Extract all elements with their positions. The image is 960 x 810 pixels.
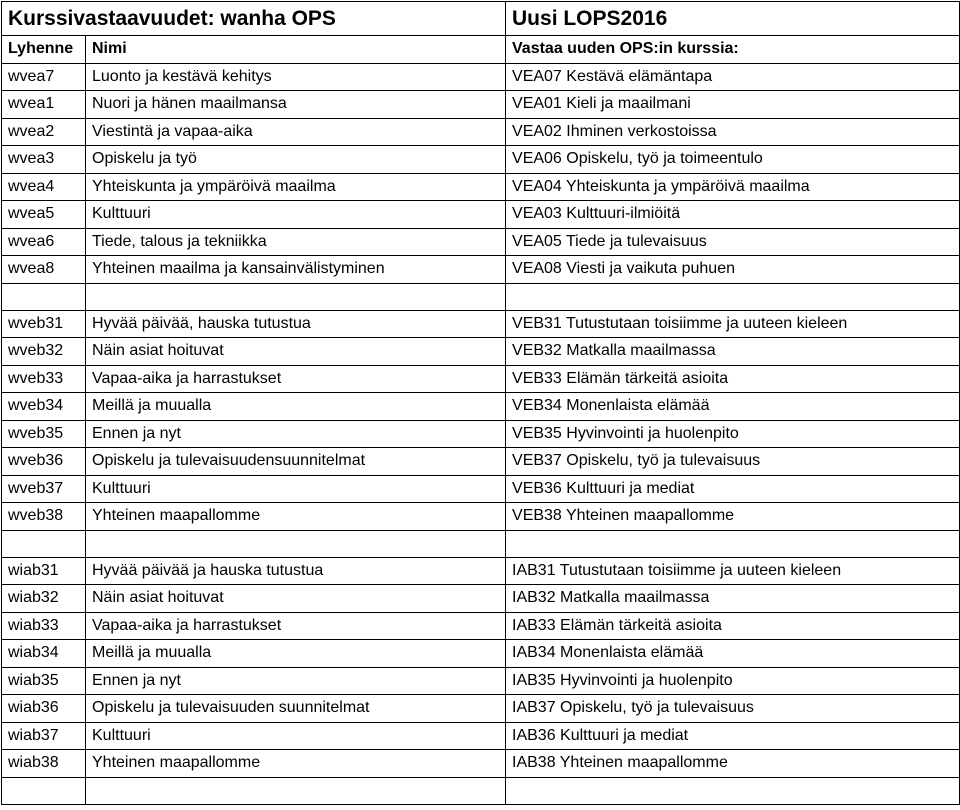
course-code: wiab32 [2, 585, 86, 613]
course-name: Nuori ja hänen maailmansa [86, 91, 506, 119]
course-code: wiab38 [2, 750, 86, 778]
course-name: Meillä ja muualla [86, 640, 506, 668]
empty-cell [506, 283, 960, 310]
course-name: Vapaa-aika ja harrastukset [86, 612, 506, 640]
table-row [2, 503, 960, 531]
course-code: wveb33 [2, 365, 86, 393]
course-name: Tiede, talous ja tekniikka [86, 228, 506, 256]
table-row [2, 695, 960, 723]
table-row [2, 91, 960, 119]
course-name: Yhteinen maapallomme [86, 750, 506, 778]
course-name: Opiskelu ja työ [86, 146, 506, 174]
course-code: wvea8 [2, 256, 86, 284]
course-code: wvea3 [2, 146, 86, 174]
course-name: Yhteinen maapallomme [86, 503, 506, 531]
course-name: Kulttuuri [86, 201, 506, 229]
course-code: wvea4 [2, 173, 86, 201]
table-row [2, 146, 960, 174]
course-code: wiab35 [2, 667, 86, 695]
course-name: Kulttuuri [86, 722, 506, 750]
blank-separator-row [2, 530, 960, 557]
empty-cell [2, 530, 86, 557]
course-name: Kulttuuri [86, 475, 506, 503]
new-course-mapping: IAB33 Elämän tärkeitä asioita [506, 612, 960, 640]
course-code: wvea2 [2, 118, 86, 146]
course-name: Ennen ja nyt [86, 667, 506, 695]
table-row [2, 338, 960, 366]
new-course-mapping: VEA08 Viesti ja vaikuta puhuen [506, 256, 960, 284]
new-course-mapping: IAB37 Opiskelu, työ ja tulevaisuus [506, 695, 960, 723]
course-mapping-table [1, 1, 960, 805]
title-row [2, 2, 960, 36]
old-curriculum-title: Kurssivastaavuudet: wanha OPS [2, 2, 506, 36]
table-row [2, 173, 960, 201]
new-course-mapping: IAB31 Tutustutaan toisiimme ja uuteen kieleen [506, 557, 960, 585]
new-course-mapping: VEA04 Yhteiskunta ja ympäröivä maailma [506, 173, 960, 201]
course-code: wveb35 [2, 420, 86, 448]
table-row [2, 63, 960, 91]
table-row [2, 667, 960, 695]
table-row [2, 118, 960, 146]
course-name: Näin asiat hoituvat [86, 338, 506, 366]
table-row [2, 256, 960, 284]
course-code: wiab33 [2, 612, 86, 640]
table-row [2, 640, 960, 668]
course-name: Luonto ja kestävä kehitys [86, 63, 506, 91]
new-course-mapping: IAB35 Hyvinvointi ja huolenpito [506, 667, 960, 695]
course-name: Meillä ja muualla [86, 393, 506, 421]
new-course-mapping: VEB34 Monenlaista elämää [506, 393, 960, 421]
name-column-header: Nimi [86, 36, 506, 64]
empty-cell [2, 283, 86, 310]
new-course-mapping: VEA02 Ihminen verkostoissa [506, 118, 960, 146]
table-row [2, 585, 960, 613]
course-code: wveb37 [2, 475, 86, 503]
course-code: wvea5 [2, 201, 86, 229]
empty-cell [506, 530, 960, 557]
table-row [2, 393, 960, 421]
new-course-mapping: VEB38 Yhteinen maapallomme [506, 503, 960, 531]
blank-separator-row [2, 777, 960, 804]
course-name: Viestintä ja vapaa-aika [86, 118, 506, 146]
course-code: wiab31 [2, 557, 86, 585]
course-name: Näin asiat hoituvat [86, 585, 506, 613]
code-column-header: Lyhenne [2, 36, 86, 64]
table-row [2, 750, 960, 778]
new-course-mapping: VEA07 Kestävä elämäntapa [506, 63, 960, 91]
course-code: wveb34 [2, 393, 86, 421]
course-code: wvea6 [2, 228, 86, 256]
new-course-mapping: VEB37 Opiskelu, työ ja tulevaisuus [506, 448, 960, 476]
course-code: wveb31 [2, 310, 86, 338]
empty-cell [2, 777, 86, 804]
mapping-column-header: Vastaa uuden OPS:in kurssia: [506, 36, 960, 64]
empty-cell [86, 283, 506, 310]
course-name: Yhteinen maailma ja kansainvälistyminen [86, 256, 506, 284]
course-code: wiab36 [2, 695, 86, 723]
table-row [2, 557, 960, 585]
table-row [2, 365, 960, 393]
course-name: Hyvää päivää ja hauska tutustua [86, 557, 506, 585]
course-code: wvea1 [2, 91, 86, 119]
course-code: wiab37 [2, 722, 86, 750]
table-row [2, 448, 960, 476]
empty-cell [86, 530, 506, 557]
new-course-mapping: VEB36 Kulttuuri ja mediat [506, 475, 960, 503]
course-code: wiab34 [2, 640, 86, 668]
table-row [2, 722, 960, 750]
course-code: wveb38 [2, 503, 86, 531]
new-course-mapping: VEA01 Kieli ja maailmani [506, 91, 960, 119]
table-row [2, 201, 960, 229]
blank-separator-row [2, 283, 960, 310]
new-course-mapping: IAB36 Kulttuuri ja mediat [506, 722, 960, 750]
table-row [2, 228, 960, 256]
course-code: wveb32 [2, 338, 86, 366]
course-code: wvea7 [2, 63, 86, 91]
new-course-mapping: IAB34 Monenlaista elämää [506, 640, 960, 668]
table-row [2, 420, 960, 448]
course-name: Opiskelu ja tulevaisuuden suunnitelmat [86, 695, 506, 723]
course-name: Vapaa-aika ja harrastukset [86, 365, 506, 393]
new-course-mapping: IAB32 Matkalla maailmassa [506, 585, 960, 613]
header-row [2, 36, 960, 64]
new-curriculum-title: Uusi LOPS2016 [506, 2, 960, 36]
course-name: Ennen ja nyt [86, 420, 506, 448]
new-course-mapping: VEB32 Matkalla maailmassa [506, 338, 960, 366]
course-code: wveb36 [2, 448, 86, 476]
new-course-mapping: VEA06 Opiskelu, työ ja toimeentulo [506, 146, 960, 174]
table-row [2, 475, 960, 503]
new-course-mapping: VEB35 Hyvinvointi ja huolenpito [506, 420, 960, 448]
course-name: Yhteiskunta ja ympäröivä maailma [86, 173, 506, 201]
new-course-mapping: IAB38 Yhteinen maapallomme [506, 750, 960, 778]
new-course-mapping: VEB31 Tutustutaan toisiimme ja uuteen kieleen [506, 310, 960, 338]
empty-cell [86, 777, 506, 804]
empty-cell [506, 777, 960, 804]
new-course-mapping: VEA03 Kulttuuri-ilmiöitä [506, 201, 960, 229]
new-course-mapping: VEB33 Elämän tärkeitä asioita [506, 365, 960, 393]
course-name: Opiskelu ja tulevaisuudensuunnitelmat [86, 448, 506, 476]
table-row [2, 310, 960, 338]
course-name: Hyvää päivää, hauska tutustua [86, 310, 506, 338]
new-course-mapping: VEA05 Tiede ja tulevaisuus [506, 228, 960, 256]
table-row [2, 612, 960, 640]
